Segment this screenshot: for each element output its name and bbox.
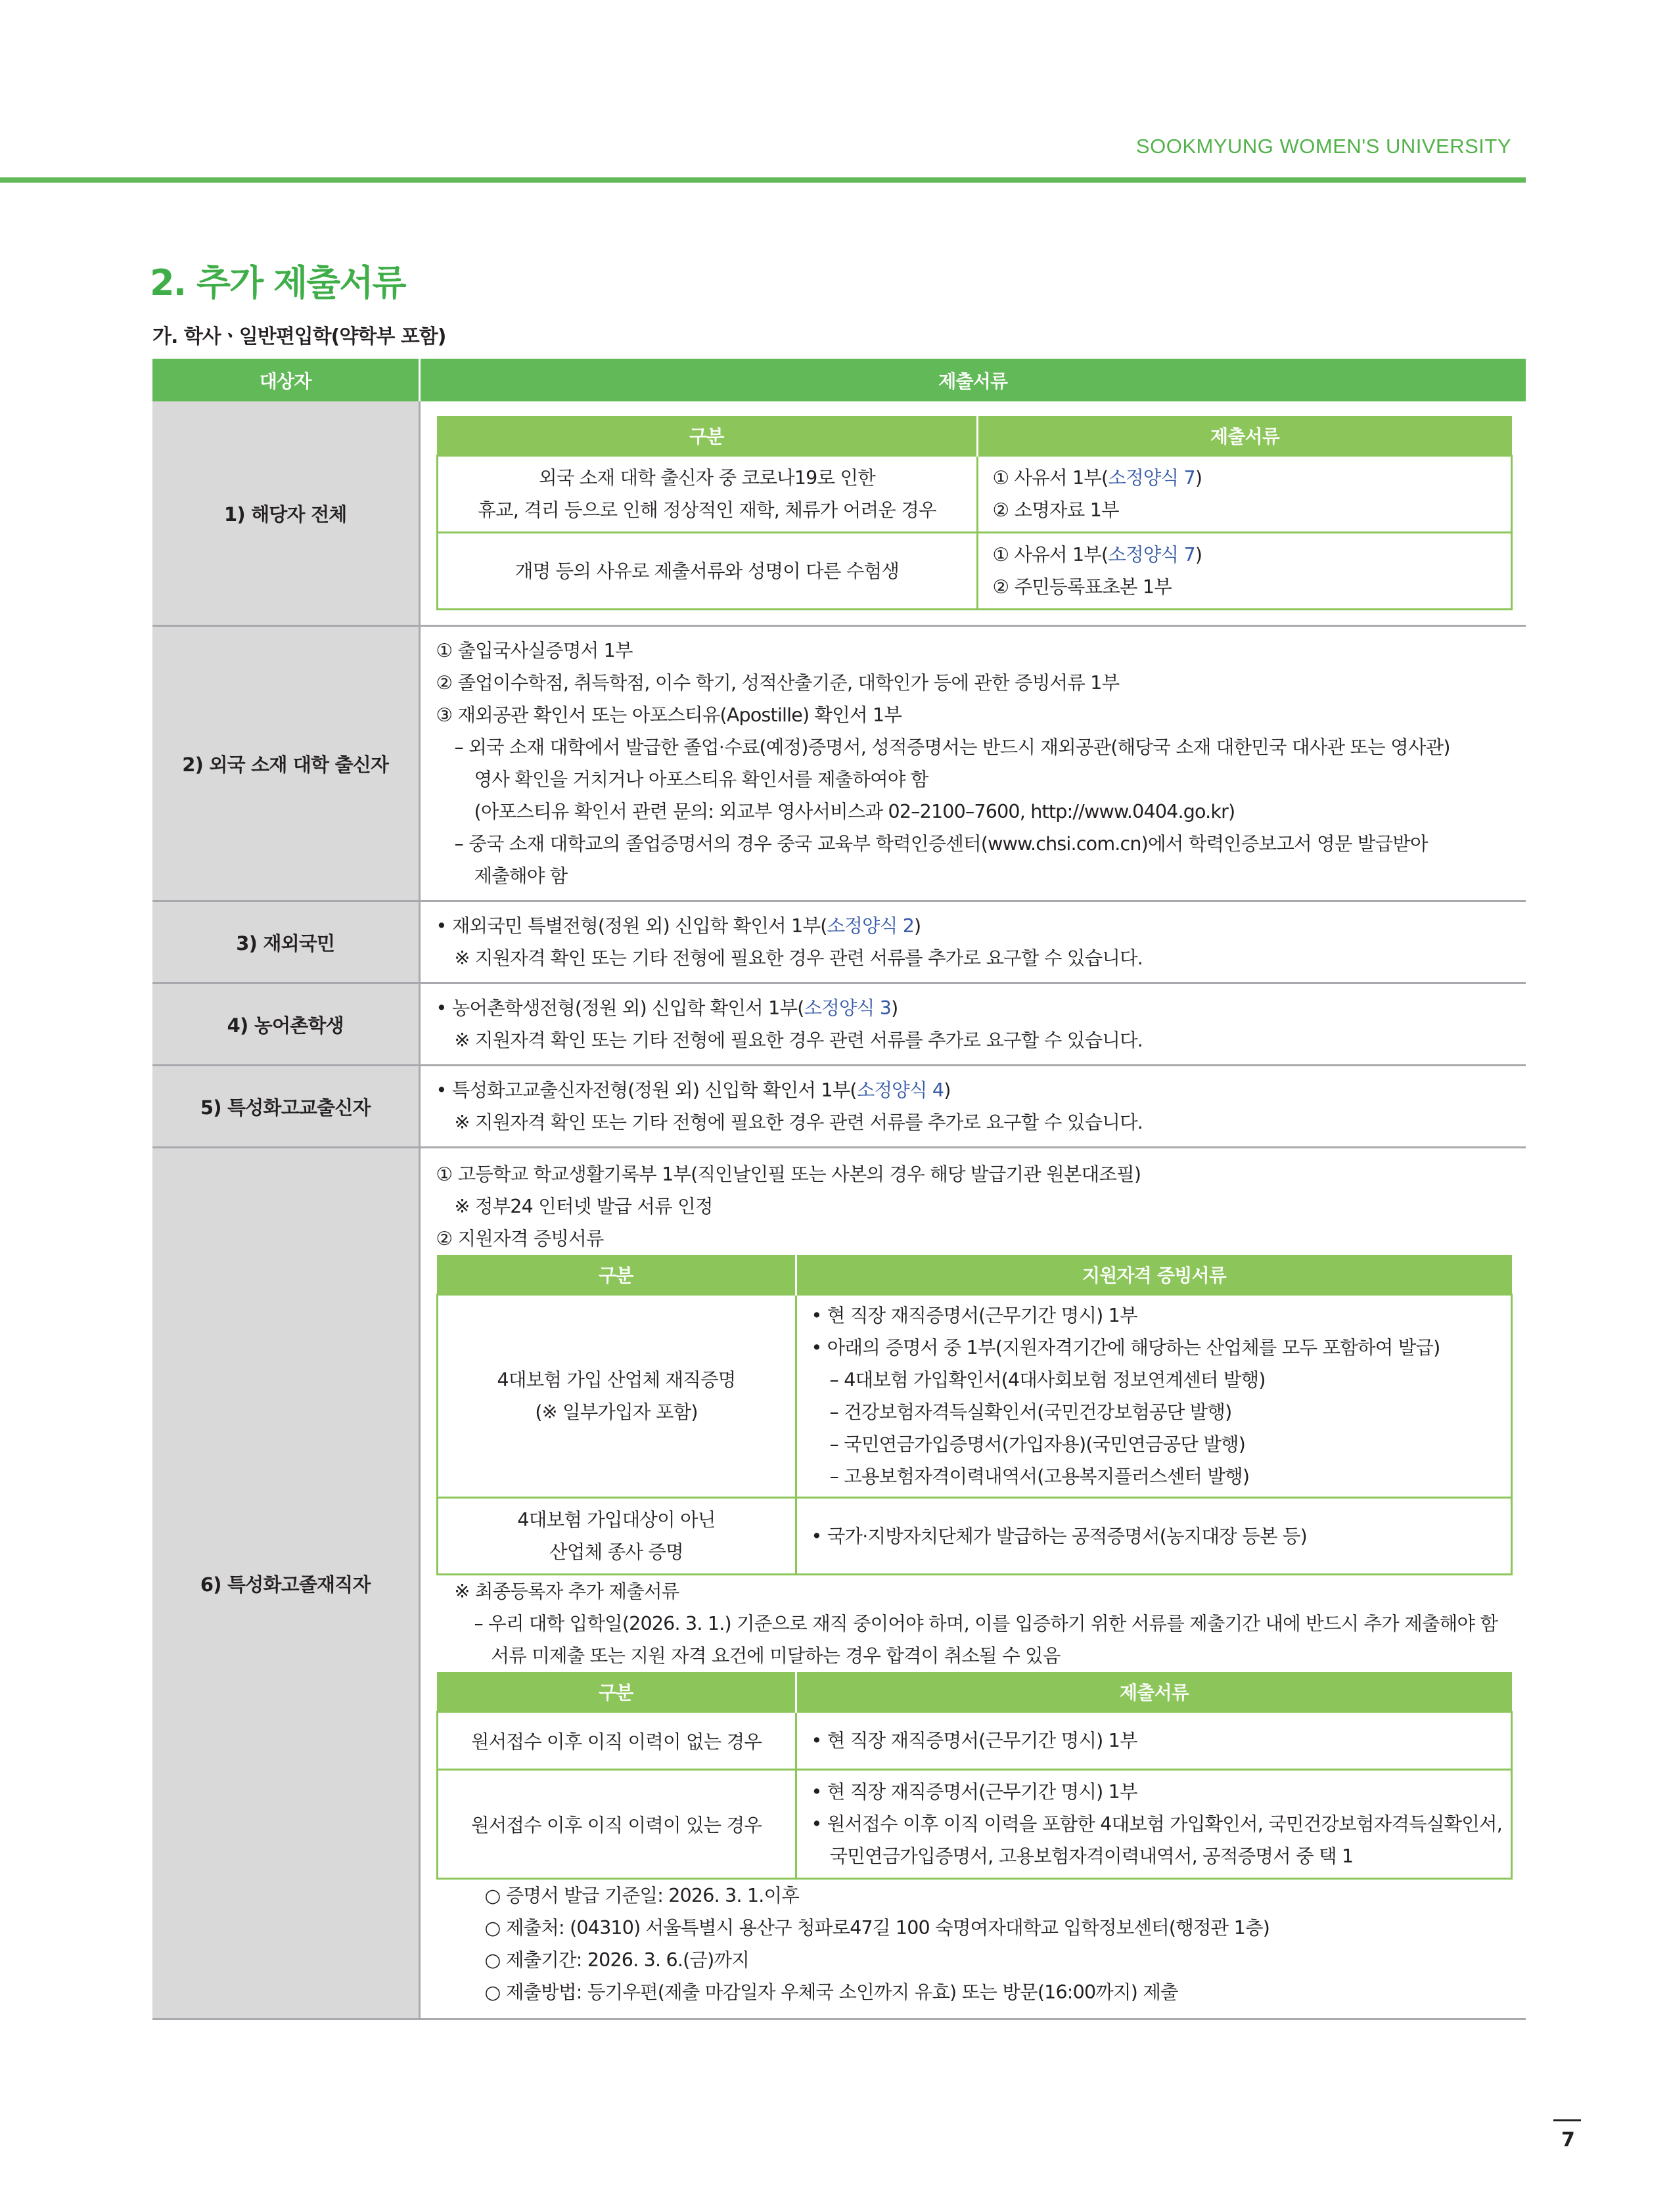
target-cell: 1) 해당자 전체: [152, 401, 419, 626]
inner-row: [437, 1770, 1512, 1879]
inner-table: [436, 416, 1513, 610]
docs-cell: [796, 1295, 1512, 1498]
final-registrant-table: [436, 1672, 1513, 1880]
inner-row: [437, 533, 1512, 610]
note-line: ※ 지원자격 확인 또는 기타 전형에 필요한 경우 관련 서류를 추가로 요구할 수 있습니다.: [454, 1029, 1143, 1051]
inner-header-case: 구분: [437, 416, 977, 456]
doc-line: 국민연금가입증명서, 고용보험자격이력내역서, 공적증명서 중 택 1: [829, 1845, 1354, 1867]
note-line: ※ 정부24 인터넷 발급 서류 인정: [454, 1196, 713, 1217]
doc-line: – 고용보험자격이력내역서(고용복지플러스센터 발행): [829, 1466, 1250, 1487]
doc-line: • 원서접수 이후 이직 이력을 포함한 4대보험 가입확인서, 국민건강보험자격득실확인서,: [811, 1813, 1503, 1835]
doc-text: • 특성화고교출신자전형(정원 외) 신입학 확인서 1부(: [436, 1079, 857, 1101]
doc-line: • 현 직장 재직증명서(근무기간 명시) 1부: [811, 1730, 1137, 1751]
case-line: 4대보험 가입대상이 아닌: [517, 1509, 716, 1531]
case-cell: [437, 1498, 796, 1575]
case-cell: [437, 1295, 796, 1498]
documents-cell: [419, 1066, 1526, 1148]
target-cell: 3) 재외국민: [152, 901, 419, 983]
section-title: 2. 추가 제출서류: [150, 262, 405, 304]
inner-header-case: 구분: [437, 1255, 796, 1295]
doc-line: ① 고등학교 학교생활기록부 1부(직인날인필 또는 사본의 경우 해당 발급기관 원본대조필): [436, 1163, 1141, 1185]
doc-line: – 4대보험 가입확인서(4대사회보험 정보연계센터 발행): [829, 1369, 1266, 1391]
documents-cell: [419, 1148, 1526, 2020]
form-link[interactable]: 소정양식 7: [1108, 467, 1195, 489]
doc-line: ② 소명자료 1부: [992, 499, 1119, 521]
case-line: 외국 소재 대학 출신자 중 코로나19로 인한: [539, 467, 875, 489]
doc-line: – 중국 소재 대학교의 졸업증명서의 경우 중국 교육부 학력인증센터(www.chsi.com.cn)에서 학력인증보고서 영문 발급받아: [454, 833, 1428, 855]
target-cell: 2) 외국 소재 대학 출신자: [152, 626, 419, 901]
doc-text: ① 사유서 1부(: [992, 544, 1109, 566]
page-number: 7: [1561, 2129, 1575, 2152]
documents-cell: [419, 626, 1526, 901]
doc-text: ): [944, 1079, 951, 1101]
doc-line: • 국가·지방자치단체가 발급하는 공적증명서(농지대장 등본 등): [811, 1525, 1307, 1547]
doc-line: – 건강보험자격득실확인서(국민건강보험공단 발행): [829, 1401, 1232, 1423]
eligibility-proof-table: [436, 1255, 1513, 1575]
doc-line: [993, 462, 1502, 494]
inner-row: [437, 1295, 1512, 1498]
doc-line: ② 지원자격 증빙서류: [436, 1228, 604, 1250]
note-line: ※ 지원자격 확인 또는 기타 전형에 필요한 경우 관련 서류를 추가로 요구할 수 있습니다.: [454, 1112, 1143, 1133]
table-row: [152, 983, 1526, 1066]
inner-row: [437, 456, 1512, 533]
note-line: 서류 미제출 또는 지원 자격 요건에 미달하는 경우 합격이 취소될 수 있음: [491, 1645, 1061, 1667]
docs-cell: [796, 1498, 1512, 1575]
inner-header-case: 구분: [437, 1672, 796, 1712]
doc-line: (아포스티유 확인서 관련 문의: 외교부 영사서비스과 02–2100–7600, http://www.0404.go.kr): [474, 801, 1235, 823]
header-documents: 제출서류: [419, 359, 1526, 401]
docs-cell: [796, 1712, 1512, 1770]
case-line: (※ 일부가입자 포함): [535, 1401, 698, 1423]
page-number-rule: [1553, 2119, 1581, 2121]
case-cell: [437, 533, 977, 610]
table-header-row: [152, 359, 1526, 401]
note-line: ※ 최종등록자 추가 제출서류: [454, 1581, 679, 1602]
doc-line: [436, 1074, 1512, 1106]
inner-header-docs: 제출서류: [977, 416, 1512, 456]
sub-title: 가. 학사ㆍ일반편입학(약학부 포함): [152, 325, 446, 348]
doc-line: ① 출입국사실증명서 1부: [436, 640, 633, 662]
inner-row: [437, 1712, 1512, 1770]
doc-line: 영사 확인을 거치거나 아포스티유 확인서를 제출하여야 함: [474, 769, 928, 790]
info-line: ○ 제출방법: 등기우편(제출 마감일자 우체국 소인까지 유효) 또는 방문(16:00까지) 제출: [484, 1981, 1178, 2003]
form-link[interactable]: 소정양식 4: [856, 1079, 944, 1101]
table-row: [152, 1066, 1526, 1148]
doc-line: [436, 992, 1512, 1024]
table-row: [152, 626, 1526, 901]
table-row: [152, 901, 1526, 983]
docs-cell: [977, 456, 1512, 533]
doc-line: • 현 직장 재직증명서(근무기간 명시) 1부: [811, 1305, 1137, 1326]
docs-cell: [796, 1770, 1512, 1879]
case-line: 개명 등의 사유로 제출서류와 성명이 다른 수험생: [514, 560, 900, 582]
target-cell: 5) 특성화고교출신자: [152, 1066, 419, 1148]
doc-line: • 아래의 증명서 중 1부(지원자격기간에 해당하는 산업체를 모두 포함하여 발급): [811, 1337, 1440, 1359]
docs-cell: [977, 533, 1512, 610]
form-link[interactable]: 소정양식 3: [804, 997, 892, 1019]
target-cell: 6) 특성화고졸재직자: [152, 1148, 419, 2020]
header-divider: [0, 177, 1526, 183]
case-line: 휴교, 격리 등으로 인해 정상적인 재학, 체류가 어려운 경우: [478, 499, 936, 521]
header-target: 대상자: [152, 359, 419, 401]
doc-line: ② 주민등록표초본 1부: [992, 576, 1172, 598]
form-link[interactable]: 소정양식 7: [1108, 544, 1195, 566]
doc-line: 제출해야 함: [474, 865, 568, 887]
documents-cell: [419, 901, 1526, 983]
doc-line: ② 졸업이수학점, 취득학점, 이수 학기, 성적산출기준, 대학인가 등에 관한 증빙서류 1부: [436, 672, 1120, 694]
doc-line: ③ 재외공관 확인서 또는 아포스티유(Apostille) 확인서 1부: [436, 704, 902, 726]
doc-line: [436, 910, 1512, 942]
doc-text: • 농어촌학생전형(정원 외) 신입학 확인서 1부(: [436, 997, 804, 1019]
doc-text: ① 사유서 1부(: [992, 467, 1109, 489]
doc-line: • 현 직장 재직증명서(근무기간 명시) 1부: [811, 1781, 1137, 1803]
inner-header-docs: 지원자격 증빙서류: [796, 1255, 1512, 1295]
note-line: ※ 지원자격 확인 또는 기타 전형에 필요한 경우 관련 서류를 추가로 요구할 수 있습니다.: [454, 947, 1143, 969]
doc-text: ): [914, 915, 921, 937]
table-row: [152, 401, 1526, 626]
case-line: 4대보험 가입 산업체 재직증명: [497, 1369, 736, 1391]
case-line: 산업체 종사 증명: [549, 1541, 683, 1563]
case-cell: 원서접수 이후 이직 이력이 없는 경우: [437, 1712, 796, 1770]
doc-text: ): [891, 997, 898, 1019]
documents-table: [152, 359, 1526, 2020]
doc-text: ): [1195, 467, 1202, 489]
info-line: ○ 제출기간: 2026. 3. 6.(금)까지: [484, 1949, 749, 1971]
case-cell: 원서접수 이후 이직 이력이 있는 경우: [437, 1770, 796, 1879]
documents-cell: [419, 401, 1526, 626]
inner-header-docs: 제출서류: [796, 1672, 1512, 1712]
note-line: – 우리 대학 입학일(2026. 3. 1.) 기준으로 재직 중이어야 하며, 이를 입증하기 위한 서류를 제출기간 내에 반드시 추가 제출해야 함: [474, 1613, 1498, 1635]
form-link[interactable]: 소정양식 2: [827, 915, 915, 937]
documents-cell: [419, 983, 1526, 1066]
doc-text: ): [1195, 544, 1202, 566]
case-cell: [437, 456, 977, 533]
info-line: ○ 증명서 발급 기준일: 2026. 3. 1.이후: [484, 1885, 800, 1907]
header-university-name: SOOKMYUNG WOMEN'S UNIVERSITY: [1135, 135, 1511, 158]
doc-line: – 외국 소재 대학에서 발급한 졸업·수료(예정)증명서, 성적증명서는 반드시 재외공관(해당국 소재 대한민국 대사관 또는 영사관): [454, 736, 1450, 758]
info-line: ○ 제출처: (04310) 서울특별시 용산구 청파로47길 100 숙명여자대학교 입학정보센터(행정관 1층): [484, 1917, 1270, 1939]
table-row: [152, 1148, 1526, 2020]
target-cell: 4) 농어촌학생: [152, 983, 419, 1066]
doc-text: • 재외국민 특별전형(정원 외) 신입학 확인서 1부(: [436, 915, 827, 937]
doc-line: [993, 539, 1502, 571]
doc-line: – 국민연금가입증명서(가입자용)(국민연금공단 발행): [829, 1433, 1246, 1455]
inner-row: [437, 1498, 1512, 1575]
